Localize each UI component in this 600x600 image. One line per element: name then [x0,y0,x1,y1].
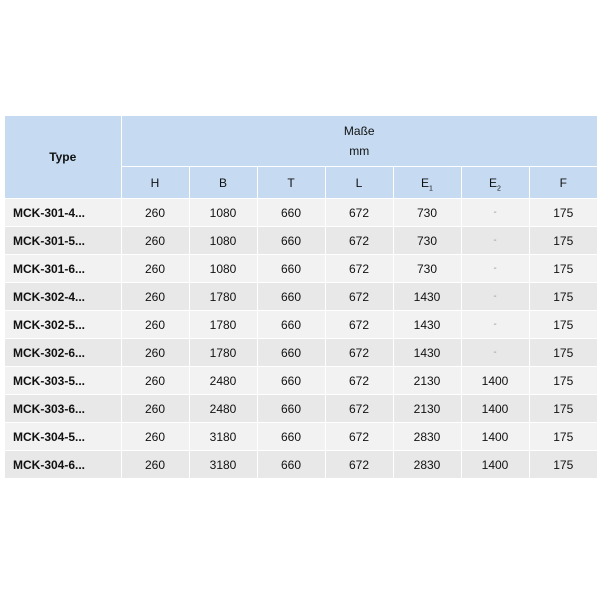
value-cell: - [461,339,529,367]
value-cell: 2480 [189,367,257,395]
column-header-t [257,167,325,199]
value-cell: 260 [121,395,189,423]
value-cell: 260 [121,255,189,283]
value-cell: 672 [325,283,393,311]
column-header-e1 [393,167,461,199]
value-cell: 175 [529,311,597,339]
column-header-label: F [559,175,567,190]
value-cell: 2830 [393,423,461,451]
value-cell: 1400 [461,423,529,451]
value-cell: 672 [325,423,393,451]
value-cell: 1400 [461,367,529,395]
column-header-e2 [461,167,529,199]
value-cell: 1430 [393,283,461,311]
table-row [5,339,597,367]
value-cell: 1400 [461,451,529,479]
column-header-label: T [287,175,295,190]
type-cell: MCK-303-6... [5,395,121,423]
value-cell: 2130 [393,367,461,395]
value-cell: 260 [121,451,189,479]
value-cell: 1430 [393,311,461,339]
value-cell: 260 [121,283,189,311]
value-cell: 175 [529,339,597,367]
value-cell: 660 [257,283,325,311]
value-cell: 660 [257,199,325,227]
type-cell: MCK-304-6... [5,451,121,479]
table-row [5,311,597,339]
header-row-group [5,116,597,167]
type-cell: MCK-301-4... [5,199,121,227]
value-cell: 260 [121,367,189,395]
table-row [5,395,597,423]
type-column-header: Type [5,116,121,199]
value-cell: 2480 [189,395,257,423]
value-cell: 660 [257,423,325,451]
table-body [5,199,597,479]
table-row [5,199,597,227]
table-row [5,367,597,395]
value-cell: 672 [325,199,393,227]
value-cell: 3180 [189,451,257,479]
value-cell: 3180 [189,423,257,451]
value-cell: 175 [529,423,597,451]
value-cell: - [461,199,529,227]
value-cell: 1080 [189,227,257,255]
value-cell: 672 [325,339,393,367]
type-cell: MCK-302-4... [5,283,121,311]
value-cell: 175 [529,255,597,283]
value-cell: 660 [257,255,325,283]
value-cell: 1400 [461,395,529,423]
column-header-h [121,167,189,199]
value-cell: 175 [529,367,597,395]
value-cell: 260 [121,423,189,451]
value-cell: 1080 [189,199,257,227]
column-header-label: H [150,175,160,190]
value-cell: 175 [529,283,597,311]
value-cell: 1780 [189,311,257,339]
type-cell: MCK-302-6... [5,339,121,367]
value-cell: 260 [121,227,189,255]
value-cell: 730 [393,199,461,227]
value-cell: 660 [257,227,325,255]
dimensions-group-title: Maße [343,124,375,138]
value-cell: 660 [257,339,325,367]
value-cell: 1780 [189,283,257,311]
column-header-f [529,167,597,199]
value-cell: 660 [257,395,325,423]
table-row [5,255,597,283]
type-cell: MCK-301-5... [5,227,121,255]
type-cell: MCK-302-5... [5,311,121,339]
type-cell: MCK-303-5... [5,367,121,395]
table-row [5,227,597,255]
value-cell: 175 [529,199,597,227]
type-cell: MCK-301-6... [5,255,121,283]
value-cell: 672 [325,395,393,423]
value-cell: 2130 [393,395,461,423]
column-header-label: E [421,175,430,190]
value-cell: 260 [121,199,189,227]
table-row [5,423,597,451]
type-cell: MCK-304-5... [5,423,121,451]
table-header [5,116,597,199]
column-header-b [189,167,257,199]
value-cell: - [461,311,529,339]
table-row [5,451,597,479]
column-header-subscript: 1 [429,184,433,192]
column-header-label: B [218,175,227,190]
value-cell: 672 [325,451,393,479]
value-cell: 672 [325,367,393,395]
value-cell: 175 [529,451,597,479]
value-cell: 1780 [189,339,257,367]
value-cell: 730 [393,227,461,255]
value-cell: 1080 [189,255,257,283]
value-cell: 2830 [393,451,461,479]
value-cell: 260 [121,339,189,367]
column-header-label: L [355,175,363,190]
value-cell: 175 [529,395,597,423]
value-cell: 1430 [393,339,461,367]
value-cell: 175 [529,227,597,255]
value-cell: 730 [393,255,461,283]
value-cell: - [461,255,529,283]
column-header-label: E [489,175,498,190]
value-cell: 672 [325,311,393,339]
value-cell: 672 [325,255,393,283]
dimensions-group-unit: mm [349,144,370,158]
value-cell: 660 [257,311,325,339]
value-cell: 660 [257,367,325,395]
dimensions-group-header [121,116,597,167]
value-cell: 260 [121,311,189,339]
dimensions-table [5,116,597,479]
table-row [5,283,597,311]
dimensions-table-container [5,116,595,479]
value-cell: - [461,283,529,311]
value-cell: 660 [257,451,325,479]
value-cell: 672 [325,227,393,255]
column-header-subscript: 2 [497,184,501,192]
value-cell: - [461,227,529,255]
column-header-l [325,167,393,199]
